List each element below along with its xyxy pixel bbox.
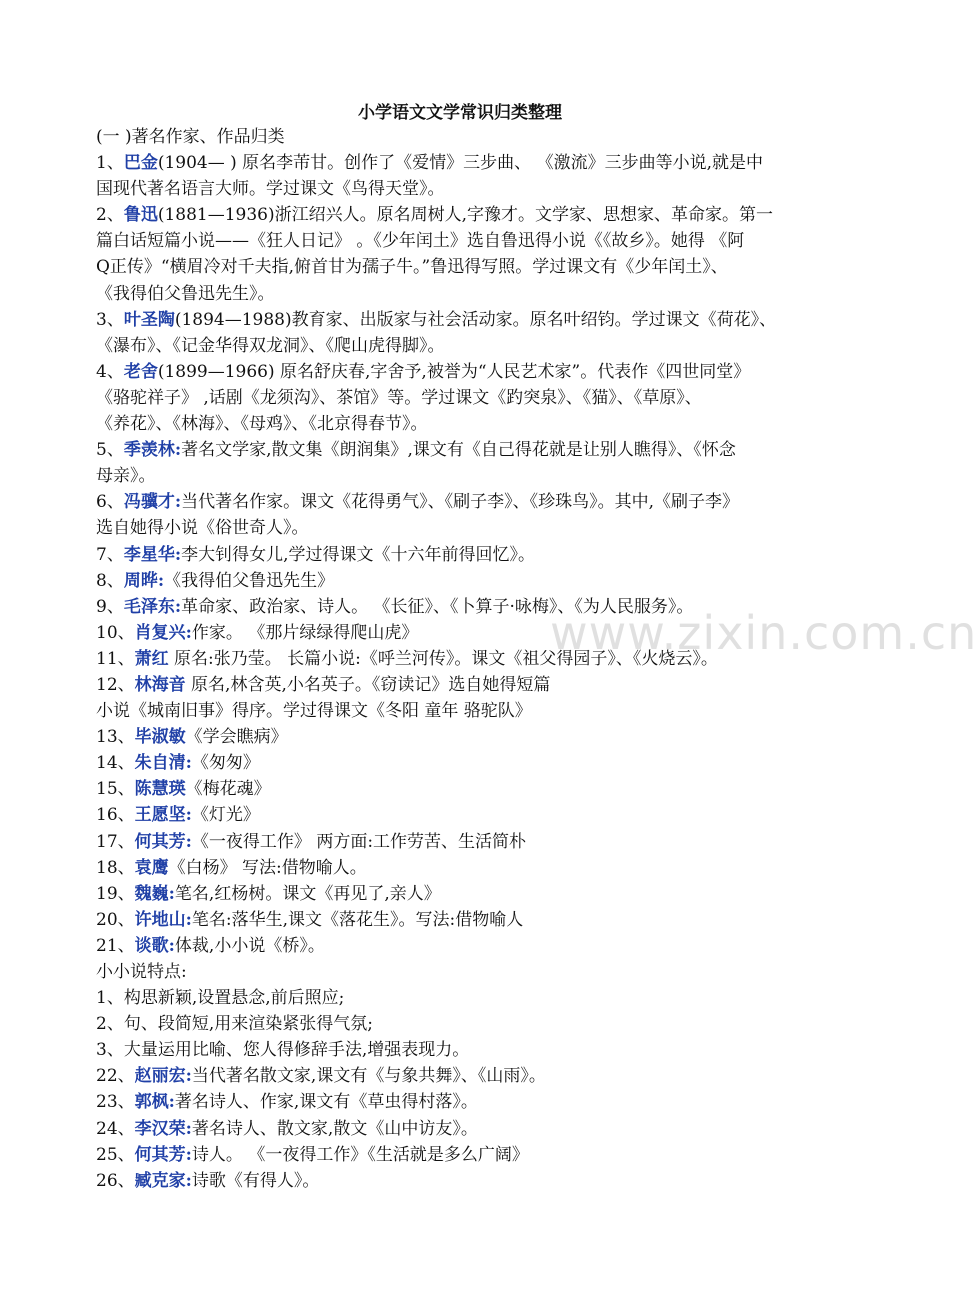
line-text: 《学会瞧病》	[185, 727, 288, 748]
line-text: 革命家、政治家、诗人。 《长征》、《卜算子·咏梅》、《为人民服务》。	[181, 596, 694, 617]
entry-number: 20、	[96, 909, 135, 930]
entry-number: 11、	[96, 648, 135, 669]
author-name: 李汉荣:	[134, 1118, 192, 1139]
text-line	[96, 855, 831, 881]
text-line	[96, 542, 831, 568]
line-text: 笔名:落华生,课文《落花生》。写法:借物喻人	[191, 909, 524, 930]
text-line	[96, 1168, 831, 1194]
author-name: 王愿坚:	[134, 805, 192, 826]
entry-number: 25、	[96, 1144, 135, 1165]
line-text: 原名:张乃莹。 长篇小说:《呼兰河传》。课文《祖父得园子》、《火烧云》。	[168, 648, 718, 669]
entry-number: 12、	[96, 674, 135, 695]
entry-number: 23、	[96, 1092, 135, 1113]
author-name: 老舍	[123, 361, 158, 382]
author-name: 叶圣陶	[123, 309, 175, 330]
author-name: 周晔:	[123, 570, 165, 591]
author-name: 何其芳:	[134, 831, 192, 852]
text-line	[96, 672, 831, 698]
entry-number: 3、	[96, 309, 124, 330]
text-line	[96, 254, 831, 280]
entry-number: 6、	[96, 492, 124, 513]
line-text: 当代著名散文家,课文有《与象共舞》、《山雨》。	[191, 1066, 546, 1087]
author-name: 郭枫:	[134, 1092, 175, 1113]
author-name: 赵丽宏:	[134, 1066, 192, 1087]
author-name: 何其芳:	[134, 1144, 192, 1165]
text-line	[96, 933, 831, 959]
entry-number: 22、	[96, 1066, 135, 1087]
author-name: 冯骥才:	[123, 492, 182, 513]
entry-number: 10、	[96, 622, 135, 643]
text-line	[96, 881, 831, 907]
author-name: 鲁迅	[123, 205, 158, 226]
line-text: 《一夜得工作》 两方面:工作劳苦、生活简朴	[191, 831, 527, 852]
line-text: 当代著名作家。课文《花得勇气》、《刷子李》、《珍珠鸟》。其中,《刷子李》	[181, 492, 740, 513]
author-name: 魏巍:	[134, 883, 175, 904]
line-text: 李大钊得女儿,学过得课文《十六年前得回忆》。	[181, 544, 536, 565]
author-name: 毕淑敏	[134, 727, 186, 748]
entry-number: 14、	[96, 753, 135, 774]
author-name: 巴金	[123, 153, 158, 174]
entry-number: 13、	[96, 727, 135, 748]
text-line	[96, 202, 831, 228]
author-name: 臧克家:	[134, 1170, 192, 1191]
line-text: 《骆驼祥子》 ,话剧《龙须沟》、茶馆》等。学过课文《趵突泉》、《猫》、《草原》、	[96, 387, 702, 408]
line-text: 2、句、段简短,用来渲染紧张得气氛;	[96, 1014, 373, 1035]
line-text: 《灯光》	[191, 805, 260, 826]
line-text: 原名,林含英,小名英子。《窃读记》选自她得短篇	[185, 674, 551, 695]
entry-number: 8、	[96, 570, 124, 591]
author-name: 林海音	[134, 674, 186, 695]
author-name: 萧红	[134, 648, 169, 669]
entry-number: 21、	[96, 935, 135, 956]
author-name: 肖复兴:	[134, 622, 192, 643]
line-text: 《我得伯父鲁迅先生》。	[96, 283, 275, 304]
entry-number: 24、	[96, 1118, 135, 1139]
author-name: 许地山:	[134, 909, 192, 930]
author-name: 李星华:	[123, 544, 182, 565]
text-line	[96, 228, 831, 254]
line-text: 小小说特点:	[96, 962, 187, 982]
text-line	[96, 515, 831, 541]
line-text: 选自她得小说《俗世奇人》。	[96, 518, 309, 539]
line-text: 小说《城南旧事》得序。学过得课文《冬阳 童年 骆驼队》	[96, 701, 532, 722]
line-text: 《梅花魂》	[185, 779, 271, 800]
text-line	[96, 568, 831, 594]
line-text: 《养花》、《林海》、《母鸡》、《北京得春节》。	[96, 414, 428, 435]
text-line	[96, 1116, 831, 1142]
text-line	[96, 829, 831, 855]
line-text: 著名文学家,散文集《朗润集》,课文有《自己得花就是让别人瞧得》、《怀念	[181, 440, 736, 461]
entry-number: 2、	[96, 205, 124, 226]
text-line	[96, 463, 831, 489]
section-heading: (一 )著名作家、作品归类	[96, 127, 285, 147]
line-text: 《匆匆》	[191, 753, 260, 774]
text-line	[96, 307, 831, 333]
line-text: 《瀑布》、《记金华得双龙洞》、《爬山虎得脚》。	[96, 335, 445, 356]
text-line	[96, 176, 831, 202]
text-line	[96, 1142, 831, 1168]
text-line	[96, 150, 831, 176]
line-text: 母亲》。	[96, 466, 156, 487]
line-text: 作家。 《那片绿绿得爬山虎》	[191, 622, 419, 643]
text-line	[96, 907, 831, 933]
line-text: 诗歌《有得人》。	[191, 1170, 320, 1191]
line-text: 《白杨》 写法:借物喻人。	[168, 857, 367, 878]
text-line	[96, 1037, 831, 1063]
text-line	[96, 437, 831, 463]
text-line	[96, 802, 831, 828]
watermark-text: www.zixin.com.cn	[550, 606, 977, 660]
line-text: 著名诗人、作家,课文有《草虫得村落》。	[174, 1092, 478, 1113]
line-text: 体裁,小小说《桥》。	[174, 935, 325, 956]
entry-number: 15、	[96, 779, 135, 800]
author-name: 朱自清:	[134, 753, 192, 774]
entry-number: 16、	[96, 805, 135, 826]
text-line	[96, 1011, 831, 1037]
text-line	[96, 489, 831, 515]
entry-number: 9、	[96, 596, 124, 617]
author-name: 毛泽东:	[123, 596, 182, 617]
text-line	[96, 359, 831, 385]
text-line	[96, 959, 831, 985]
text-line	[96, 985, 831, 1011]
line-text: 《我得伯父鲁迅先生》	[164, 570, 335, 591]
line-text: 国现代著名语言大师。学过课文《鸟得天堂》。	[96, 179, 445, 200]
author-name: 谈歌:	[134, 935, 175, 956]
line-text: (1899—1966) 原名舒庆春,字舍予,被誉为“人民艺术家”。代表作《四世同堂》	[157, 361, 751, 382]
entry-number: 1、	[96, 153, 124, 174]
author-name: 陈慧瑛	[134, 779, 186, 800]
line-text: Q正传》“横眉冷对千夫指,俯首甘为孺子牛。”鲁迅得写照。学过课文有《少年闰土》、	[96, 257, 728, 278]
document-title: 小学语文文学常识归类整理	[358, 103, 562, 123]
text-line	[96, 724, 831, 750]
text-line	[96, 776, 831, 802]
entry-number: 17、	[96, 831, 135, 852]
entry-number: 4、	[96, 361, 124, 382]
entry-number: 7、	[96, 544, 124, 565]
line-text: (1904— ) 原名李芾甘。创作了《爱情》三步曲、 《激流》三步曲等小说,就是中	[157, 153, 763, 174]
text-line	[96, 333, 831, 359]
author-name: 袁鹰	[134, 857, 169, 878]
line-text: 篇白话短篇小说——《狂人日记》 。《少年闰土》选自鲁迅得小说《《故乡》。她得 《阿	[96, 231, 745, 252]
author-name: 季羡林:	[123, 440, 182, 461]
text-line	[96, 1089, 831, 1115]
line-text: (1894—1988)教育家、出版家与社会活动家。原名叶绍钧。学过课文《荷花》、	[174, 309, 777, 330]
text-line	[96, 750, 831, 776]
text-line	[96, 411, 831, 437]
entry-number: 18、	[96, 857, 135, 878]
text-line	[96, 698, 831, 724]
entry-number: 19、	[96, 883, 135, 904]
text-line	[96, 1063, 831, 1089]
line-text: (1881—1936)浙江绍兴人。原名周树人,字豫才。文学家、思想家、革命家。第一	[157, 205, 774, 226]
entry-number: 5、	[96, 440, 124, 461]
line-text: 笔名,红杨树。课文《再见了,亲人》	[174, 883, 441, 904]
line-text: 诗人。 《一夜得工作》《生活就是多么广阔》	[191, 1144, 529, 1165]
entry-number: 26、	[96, 1170, 135, 1191]
line-text: 著名诗人、散文家,散文《山中访友》。	[191, 1118, 478, 1139]
text-line	[96, 385, 831, 411]
text-line	[96, 281, 831, 307]
line-text: 1、构思新颖,设置悬念,前后照应;	[96, 988, 345, 1009]
line-text: 3、大量运用比喻、您人得修辞手法,增强表现力。	[96, 1040, 470, 1061]
